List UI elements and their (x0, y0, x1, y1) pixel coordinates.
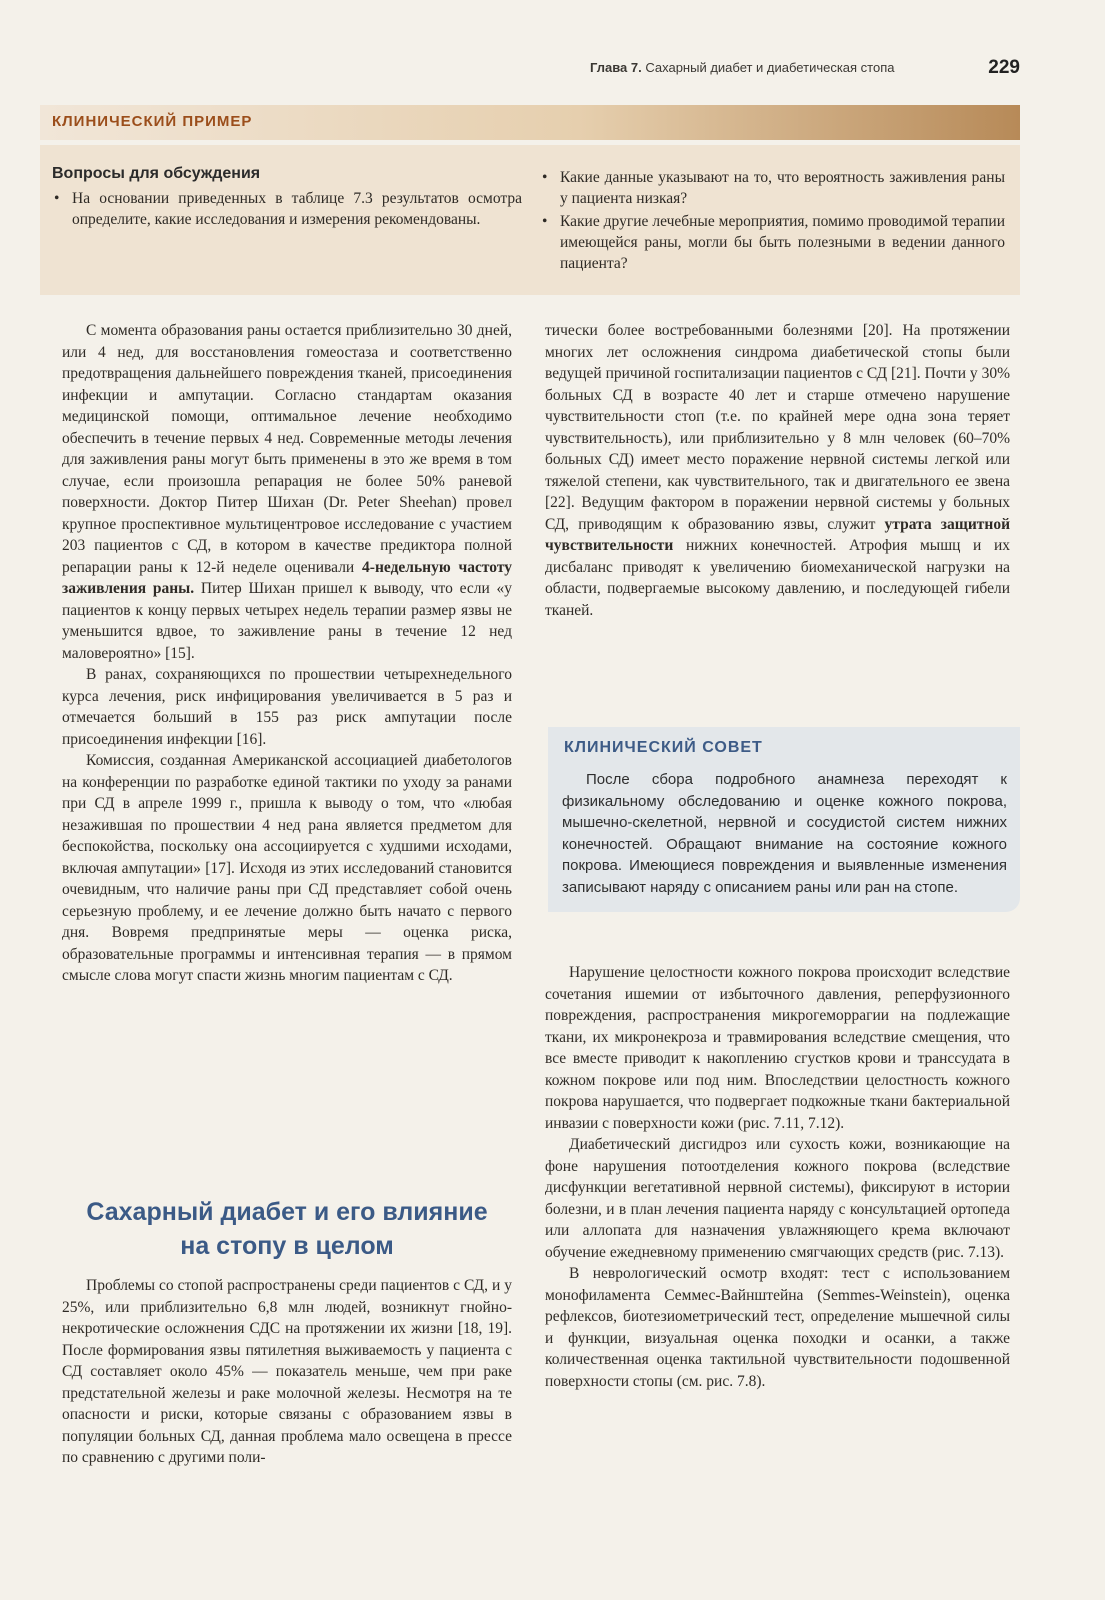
left-column-text (62, 320, 512, 987)
case-question (540, 211, 1005, 274)
section-text (62, 1275, 512, 1469)
right-column-text-bottom (545, 962, 1010, 1392)
running-head (590, 57, 1020, 86)
case-question (52, 188, 522, 230)
clinical-tip-box (548, 727, 1020, 912)
bullet-icon: • (54, 190, 60, 207)
clinical-tip-body (562, 769, 1007, 898)
bullet-icon: • (542, 213, 548, 230)
paragraph-text: тически более востребованными болезнями [20]. На протяжении многих лет осложнения синдрома диабетической стопы были ведущей причиной госпитализации пациентов с СД [21]. Почти у 30% больных СД в возрасте 40 лет и старше отмечено нарушение чувствительности стоп (т.е. по крайней мере одна зона теряет чувствительность), или приблизительно у 8 млн человек (60–70% больных СД) имеет место поражение нервной системы легкой или тяжелой степени, как чувствительного, так и двигательного ее звена [22]. Ведущим фактором в поражении нервной системы у больных СД, приводящим к образованию язвы, служит (545, 322, 1010, 533)
section-heading-line: Сахарный диабет и его влияние (86, 1198, 488, 1226)
case-questions-right (540, 167, 1005, 276)
bold-term: 4-недельную частоту заживления раны. (62, 558, 512, 597)
clinical-case-header (40, 105, 1020, 140)
section-heading (62, 1195, 512, 1263)
paragraph: Диабетический дисгидроз или сухость кожи, возникающие на фоне нарушения потоотделения кожного покрова (вследствие дисфункции вегетативной нервной системы), фиксируют в истории болезни, и в план лечения пациента наряду с консультацией ортопеда или аллопата для назначения увлажняющего крема включают обучение ежедневному применению смягчающих средств (рис. 7.13). (545, 1136, 1010, 1261)
paragraph: В ранах, сохраняющихся по прошествии четырехнедельного курса лечения, риск инфицирования увеличивается в 5 раз и отмечается больший в 155 раз риск ампутации после присоединения инфекции [16]. (62, 666, 512, 748)
case-questions-title: Вопросы для обсуждения (52, 165, 261, 182)
case-question-text: Какие другие лечебные мероприятия, помимо проводимой терапии имеющейся раны, могли бы быть полезными в ведении данного пациента? (560, 213, 1005, 272)
chapter-label: Глава 7. (590, 60, 642, 75)
paragraph (545, 320, 1010, 621)
paragraph-text: Питер Шихан пришел к выводу, что если «у пациентов к концу первых четырех недель терапии размер язвы не уменьшится вдвое, то заживление раны в течение 12 нед маловероятно» [15]. (62, 580, 512, 662)
clinical-tip-text: После сбора подробного анамнеза переходят к физикальному обследованию и оценке кожного покрова, мышечно-скелетной, нервной и сосудистой систем нижних конечностей. Обращают внимание на состояние кожного покрова. Имеющиеся повреждения и выявленные изменения записывают наряду с описанием раны или ран на стопе. (562, 771, 1007, 896)
case-question-list-left (52, 188, 522, 230)
bullet-icon: • (542, 169, 548, 186)
paragraph: Нарушение целостности кожного покрова происходит вследствие сочетания ишемии от избыточного давления, реперфузионного повреждения, распространения микрогеморрагии на подлежащие ткани, их микронекроза и травмирования вследствие смещения, что все вместе приводит к накоплению сгустков крови и транссудата в кожном покрове или под ним. Впоследствии целостность кожного покрова нарушается, что подвергает подкожные ткани бактериальной инвазии с поверхности кожи (рис. 7.11, 7.12). (545, 964, 1010, 1132)
chapter-title: Сахарный диабет и диабетическая стопа (645, 60, 895, 75)
paragraph: В неврологический осмотр входят: тест с использованием монофиламента Семмес-Вайнштейна (Semmes-Weinstein), оценка рефлексов, биотезиометрический тест, определение мышечной силы и функции, визуальная оценка походки и осанки, а также количественная оценка тактильной чувствительности подошвенной поверхности стопы (см. рис. 7.8). (545, 1265, 1010, 1390)
clinical-case-label: КЛИНИЧЕСКИЙ ПРИМЕР (52, 113, 253, 130)
paragraph-text: С момента образования раны остается приблизительно 30 дней, или 4 нед, для восстановления гомеостаза и соответственно предотвращения дальнейшего повреждения тканей, присоединения инфекции и ампутации. Согласно стандартам оказания медицинской помощи, оптимальное лечение необходимо обеспечить в течение первых 4 нед. Современные методы лечения для заживления раны могут быть применены в это же время в том случае, если произошла репарация не более 50% раневой поверхности. Доктор Питер Шихан (Dr. Peter Sheehan) провел крупное проспективное мультицентровое исследование с участием 203 пациентов с СД, в котором в качестве предиктора полной репарации раны к 12-й неделе оценивали (62, 322, 512, 576)
paragraph: Проблемы со стопой распространены среди пациентов с СД, и у 25%, или приблизительно 6,8 млн людей, возникнут гнойно-некротические осложнения СДС на протяжении их жизни [18, 19]. После формирования язвы пятилетняя выживаемость у пациента с СД составляет около 45% — показатель меньше, чем при раке предстательной железы и раке молочной железы. Несмотря на те опасности и риски, которые связаны с образованием язвы в популяции больных СД, данная проблема мало освещена в прессе по сравнению с другими поли- (62, 1277, 512, 1466)
clinical-tip-title: КЛИНИЧЕСКИЙ СОВЕТ (564, 739, 763, 756)
case-question (540, 167, 1005, 209)
case-question-text: На основании приведенных в таблице 7.3 результатов осмотра определите, какие исследования и измерения рекомендованы. (72, 190, 522, 228)
case-questions-left (52, 163, 522, 232)
paragraph (62, 320, 512, 664)
case-question-text: Какие данные указывают на то, что вероятность заживления раны у пациента низкая? (560, 169, 1005, 207)
clinical-case-box (40, 145, 1020, 295)
case-question-list-right (540, 167, 1005, 274)
right-column-text (545, 320, 1010, 621)
paragraph-text: нижних конечностей. Атрофия мышц и их дисбаланс приводят к увеличению биомеханической нагрузки на области, подвергаемые высокому давлению, и последующей гибели тканей. (545, 537, 1010, 619)
page-number: 229 (988, 57, 1020, 78)
section-heading-line: на стопу в целом (180, 1232, 394, 1260)
paragraph: Комиссия, созданная Американской ассоциацией диабетологов на конференции по разработке единой тактики по уходу за ранами при СД в апреле 1999 г., пришла к выводу о том, что «любая незажившая по прошествии 4 нед рана является предметом для беспокойства, поскольку она ассоциируется с худшими исходами, включая ампутации» [17]. Исходя из этих исследований становится очевидным, что наличие раны при СД представляет собой очень серьезную проблему, и ее лечение должно быть начато с первого дня. Вовремя предпринятые меры — оценка риска, образовательные программы и интенсивная терапия — в прямом смысле слова могут спасти жизнь многим пациентам с СД. (62, 752, 512, 984)
bold-term: утрата защитной чувствительности (545, 515, 1011, 554)
